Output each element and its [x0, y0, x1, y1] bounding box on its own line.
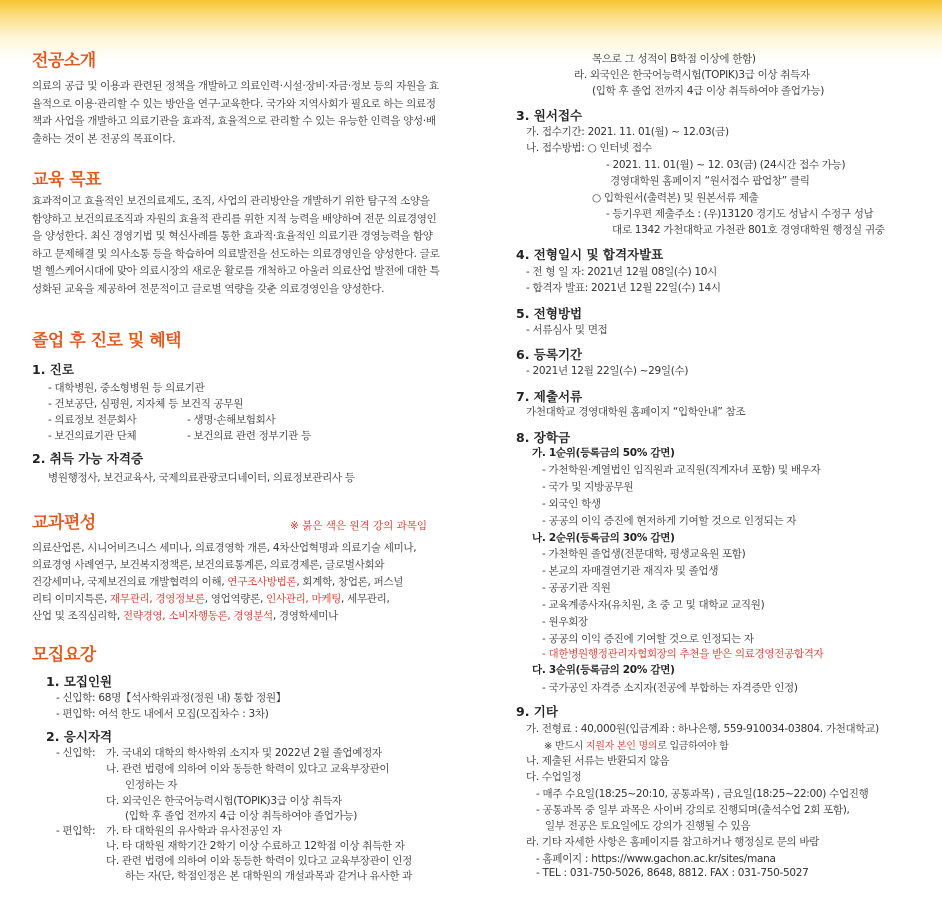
career-cert-list: 병원행정사, 보건교육사, 국제의료관광코디네이터, 의료정보관리사 등	[48, 472, 355, 484]
s6-line: - 2021년 12월 22일(수) ~29일(수)	[526, 365, 689, 377]
s8-tier1-item: - 국가 및 지방공무원	[542, 481, 634, 493]
remote-course: 재무관리, 경영정보론	[110, 593, 205, 605]
s3-line: - 등기우편 제출주소 : (우)13120 경기도 성남시 수정구 성남	[606, 208, 874, 220]
s8-tier1-item: - 외국인 학생	[542, 498, 601, 510]
s3-line: - 2021. 11. 01(월) ~ 12. 03(금) (24시간 접수 가능)	[606, 159, 846, 171]
s9-line: 다. 수업일정	[526, 771, 582, 783]
admission-s2-title: 2. 응시자격	[46, 729, 113, 744]
career-path-item: - 보건의료기관 단체	[48, 430, 137, 442]
career-title: 졸업 후 진로 및 혜택	[32, 331, 182, 351]
s8-tier2-red-item: - 대한병원행정관리자협회장의 추천을 받은 의료경영전공합격자	[542, 648, 824, 660]
remote-course: 전략경영, 소비자행동론, 경영분석	[122, 610, 273, 622]
s9-title: 9. 기타	[516, 704, 558, 719]
s8-tier1-item: - 가천학원·계열법인 임직원과 교직원(직계자녀 포함) 및 배우자	[542, 464, 821, 476]
course-text: 리티 이미지특론,	[32, 593, 111, 605]
s8-tier2-item: - 공공의 이익 증진에 기여할 것으로 인정되는 자	[542, 633, 754, 645]
new-student-label: - 신입학:	[56, 747, 96, 759]
s8-tier2-item: - 교육계종사자(유치원, 초 중 고 및 대학교 교직원)	[542, 599, 765, 611]
course-text: , 회계학, 창업론, 퍼스널	[296, 576, 404, 588]
admission-title: 모집요강	[32, 645, 96, 665]
s6-title: 6. 등록기간	[516, 347, 583, 362]
s4-line: - 전 형 일 자: 2021년 12월 08일(수) 10시	[526, 266, 718, 278]
curriculum-title: 교과편성	[32, 513, 96, 533]
s9-line: 라. 기타 자세한 사항은 홈페이지를 참고하거나 행정실로 문의 바람	[526, 836, 820, 848]
remote-course: 인사관리, 마케팅	[266, 593, 342, 605]
transfer-cont: 목으로 그 성적이 B학점 이상에 한함)	[592, 53, 756, 65]
transfer-item: 다. 관련 법령에 의하여 이와 동등한 학력이 있다고 교육부장관이 인정	[106, 855, 412, 867]
s4-title: 4. 전형일시 및 합격자발표	[516, 247, 664, 262]
intro-body: 의료의 공급 및 이용과 관련된 정책을 개발하고 의료인력·시설·장비·자금·정보 등의 자원을 효율적으로 이용·관리할 수 있는 방안을 연구·교육한다. 국가와 지역사회가 필요로 하는 의료정책과 사업을 개발하고 의료기관을 효과적, 효율적으로 관리할 수 있는 유능한 인력을 양성·배출하는 것이 본 전공의 목표이다.	[32, 80, 439, 145]
new-student-item: 인정하는 자	[125, 779, 178, 791]
course-text: , 세무관리,	[341, 593, 390, 605]
course-text: 의료경영 사례연구, 보건복지정책론, 보건의료통계론, 의료경제론, 글로벌사회와	[32, 559, 385, 571]
admission-s1-item: - 신입학: 68명【석사학위과정(정원 내) 통합 정원】	[56, 692, 286, 704]
course-text: 의료산업론, 시니어비즈니스 세미나, 의료경영학 개론, 4차산업혁명과 의료기술 세미나,	[32, 542, 417, 554]
transfer-cont: 라. 외국인은 한국어능력시험(TOPIK)3급 이상 취득자	[574, 69, 810, 81]
career-path-item: - 건보공단, 심평원, 지자체 등 보건직 공무원	[48, 398, 244, 410]
transfer-item: 가. 타 대학원의 유사학과 유사전공인 자	[106, 825, 282, 837]
s8-tier1-item: - 공공의 이익 증진에 현저하게 기여할 것으로 인정되는 자	[542, 515, 797, 527]
goal-body: 효과적이고 효율적인 보건의료제도, 조직, 사업의 관리방안을 개발하기 위한 탐구적 소양을 함양하고 보건의료조직과 자원의 효율적 관리를 위한 지적 능력을 배양하여 전문 의료경영인을 양성한다. 최신 경영기법 및 혁신사례를 통한 효과적·효율적인 의료기관 경영능력을 함양하고 문제해결 및 의사소통 등을 학습하여 의료발전을 선도하는 의료경영인을 양성한다. 글로벌 헬스케어시대에 맞아 의료시장의 새로운 활로를 개척하고 아울러 의료산업 발전에 대한 특성화된 교육을 제공하여 전문적이고 글로벌 역량을 갖춘 의료경영인을 양성한다.	[32, 195, 440, 295]
course-text: 건강세미나, 국제보건의료 개발협력의 이해,	[32, 576, 228, 588]
admission-s1-item: - 편입학: 여석 한도 내에서 모집(모집차수 : 3차)	[56, 708, 269, 720]
s9-line: - 공통과목 중 일부 과목은 사이버 강의로 진행되며(출석수업 2회 포함),	[536, 804, 850, 816]
new-student-item: 다. 외국인은 한국어능력시험(TOPIK)3급 이상 취득자	[106, 795, 342, 807]
new-student-item: 가. 국내외 대학의 학사학위 소지자 및 2022년 2월 졸업예정자	[106, 747, 382, 759]
s8-tier2-item: - 공공기관 직원	[542, 582, 611, 594]
new-student-item: 나. 관련 법령에 의하여 이와 동등한 학력이 있다고 교육부장관이	[106, 763, 390, 775]
s8-title: 8. 장학금	[516, 430, 571, 445]
s5-title: 5. 전형방법	[516, 306, 583, 321]
new-student-item: (입학 후 졸업 전까지 4급 이상 취득하여야 졸업가능)	[125, 810, 358, 822]
s9-fee: 가. 전형료 : 40,000원(입금계좌 : 하나은행, 559-910034-03804. 가천대학교)	[526, 723, 879, 735]
s3-title: 3. 원서접수	[516, 108, 583, 123]
contact-line: - TEL : 031-750-5026, 8648, 8812. FAX : 031-750-5027	[536, 867, 809, 879]
career-path-item: - 대학병원, 중소형병원 등 의료기관	[48, 382, 205, 394]
homepage-link[interactable]: - 홈페이지 : https://www.gachon.ac.kr/sites/mana	[536, 853, 776, 865]
s5-line: - 서류심사 및 면접	[526, 324, 608, 336]
s8-tier2-item: - 원우회장	[542, 616, 588, 628]
curriculum-line	[32, 540, 444, 557]
course-text: 산업 및 조직심리학,	[32, 610, 123, 622]
transfer-item: 나. 타 대학원 재학기간 2학기 이상 수료하고 12학점 이상 취득한 자	[106, 840, 405, 852]
career-cert-title: 2. 취득 가능 자격증	[32, 451, 144, 466]
s9-note: ※ 반드시 지원자 본인 명의로 입금하여야 함	[544, 741, 729, 752]
career-path-title: 1. 진로	[32, 362, 74, 377]
transfer-cont: (입학 후 졸업 전까지 4급 이상 취득하여야 졸업가능)	[592, 85, 825, 97]
transfer-label: - 편입학:	[56, 825, 96, 837]
goal-title: 교육 목표	[32, 170, 102, 190]
s3-line: 경영대학원 홈페이지 “원서접수 팝업창” 클릭	[610, 175, 810, 187]
s7-title: 7. 제출서류	[516, 389, 583, 404]
career-path-item: - 의료정보 전문회사	[48, 414, 137, 426]
s3-line: 나. 접수방법: ○ 인터넷 접수	[526, 142, 652, 154]
career-path-item: - 보건의료 관련 정부기관 등	[187, 430, 311, 442]
s9-line: 일부 전공은 토요일에도 강의가 진행될 수 있음	[545, 820, 751, 832]
s9-line: 나. 제출된 서류는 반환되지 않음	[526, 755, 670, 767]
course-text: , 영업역량론,	[204, 593, 267, 605]
remote-course: 연구조사방법론	[227, 576, 297, 588]
s3-line: ○ 입학원서(출력본) 및 원본서류 제출	[592, 192, 759, 204]
s8-tier3-item: - 국가공인 자격증 소지자(전공에 부합하는 자격증만 인정)	[542, 682, 798, 694]
s3-line: 가. 접수기간: 2021. 11. 01(월) ~ 12.03(금)	[526, 126, 729, 138]
s8-tier1-title: 가. 1순위(등록금의 50% 감면)	[532, 447, 675, 459]
curriculum-line	[32, 591, 444, 608]
s9-line: - 매주 수요일(18:25~20:10, 공통과목) , 금요일(18:25~22:00) 수업진행	[536, 788, 869, 800]
career-path-item: - 생명·손해보험회사	[187, 414, 276, 426]
curriculum-line	[32, 557, 444, 574]
curriculum-body	[32, 540, 444, 625]
s8-tier2-title: 나. 2순위(등록금의 30% 감면)	[532, 532, 675, 544]
s8-tier3-title: 다. 3순위(등록금의 20% 감면)	[532, 664, 675, 676]
s3-line: 대로 1342 가천대학교 가천관 801호 경영대학원 행정실 귀중	[612, 224, 885, 236]
curriculum-line	[32, 574, 444, 591]
intro-title: 전공소개	[32, 51, 96, 71]
course-text: , 경영학세미나	[272, 610, 338, 622]
s7-line: 가천대학교 경영대학원 홈페이지 “입학안내” 참조	[526, 406, 746, 418]
curriculum-note: ※ 붉은 색은 원격 강의 과목임	[290, 520, 428, 532]
s8-tier2-item: - 가천학원 졸업생(전문대학, 평생교육원 포함)	[542, 548, 746, 560]
curriculum-line	[32, 608, 444, 625]
admission-s1-title: 1. 모집인원	[46, 674, 113, 689]
s4-line: - 합격자 발표: 2021년 12월 22일(수) 14시	[526, 282, 721, 294]
s8-tier2-item: - 본교의 자매결연기관 재직자 및 졸업생	[542, 565, 719, 577]
transfer-item: 하는 자(단, 학점인정은 본 대학원의 개설과목과 같거나 유사한 과	[125, 870, 413, 882]
